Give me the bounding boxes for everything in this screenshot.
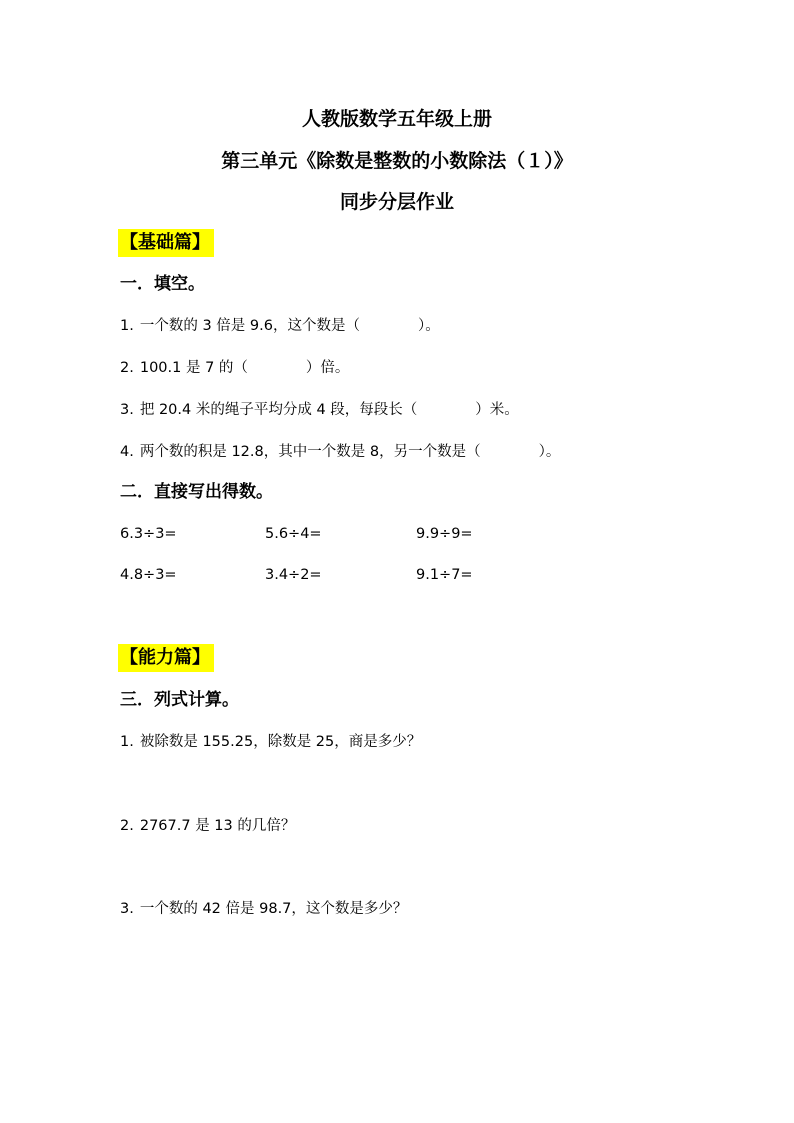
direct-calc-item: 3.4÷2= [265, 567, 322, 583]
direct-calc-item: 5.6÷4= [265, 526, 322, 542]
fill-question-4 [120, 442, 560, 462]
question-number: 3. [120, 402, 134, 418]
question-text: 把 20.4 米的绳子平均分成 4 段，每段长（ [139, 402, 418, 418]
calc-question-2 [120, 816, 295, 836]
question-text: 两个数的积是 12.8，其中一个数是 8，另一个数是（ [139, 444, 481, 460]
question-text-end: ）。 [538, 444, 561, 460]
question-text-end: ）。 [417, 318, 440, 334]
direct-calc-item: 4.8÷3= [120, 567, 177, 583]
question-number: 1. [120, 318, 134, 334]
fill-question-3 [120, 400, 519, 420]
question-text: 被除数是 155.25，除数是 25，商是多少？ [139, 734, 422, 750]
question-number: 4. [120, 444, 134, 460]
question-text: 一个数的 42 倍是 98.7，这个数是多少？ [139, 901, 408, 917]
question-text: 100.1 是 7 的（ [139, 360, 248, 376]
question-text-end: ）米。 [475, 402, 519, 418]
unit-title: 第三单元《除数是整数的小数除法（１）》 [221, 150, 573, 172]
badge-basic: 【基础篇】 [118, 229, 214, 257]
question-number: 3. [120, 901, 134, 917]
section-direct-heading: 二．直接写出得数。 [120, 482, 273, 502]
calc-question-1 [120, 732, 421, 752]
question-number: 2. [120, 360, 134, 376]
badge-ability: 【能力篇】 [118, 644, 214, 672]
question-text: 2767.7 是 13 的几倍？ [139, 818, 296, 834]
fill-question-2 [120, 358, 349, 378]
calc-question-3 [120, 899, 407, 919]
section-calc-heading: 三．列式计算。 [120, 690, 239, 710]
direct-calc-item: 9.1÷7= [416, 567, 473, 583]
question-number: 2. [120, 818, 134, 834]
doc-title: 人教版数学五年级上册 [301, 108, 492, 130]
doc-subtitle: 同步分层作业 [339, 191, 454, 213]
fill-question-1 [120, 316, 440, 336]
question-number: 1. [120, 734, 134, 750]
question-text-end: ）倍。 [305, 360, 350, 376]
direct-calc-item: 6.3÷3= [120, 526, 177, 542]
section-fill-heading: 一．填空。 [120, 274, 205, 294]
question-text: 一个数的 3 倍是 9.6，这个数是（ [139, 318, 360, 334]
direct-calc-item: 9.9÷9= [416, 526, 473, 542]
